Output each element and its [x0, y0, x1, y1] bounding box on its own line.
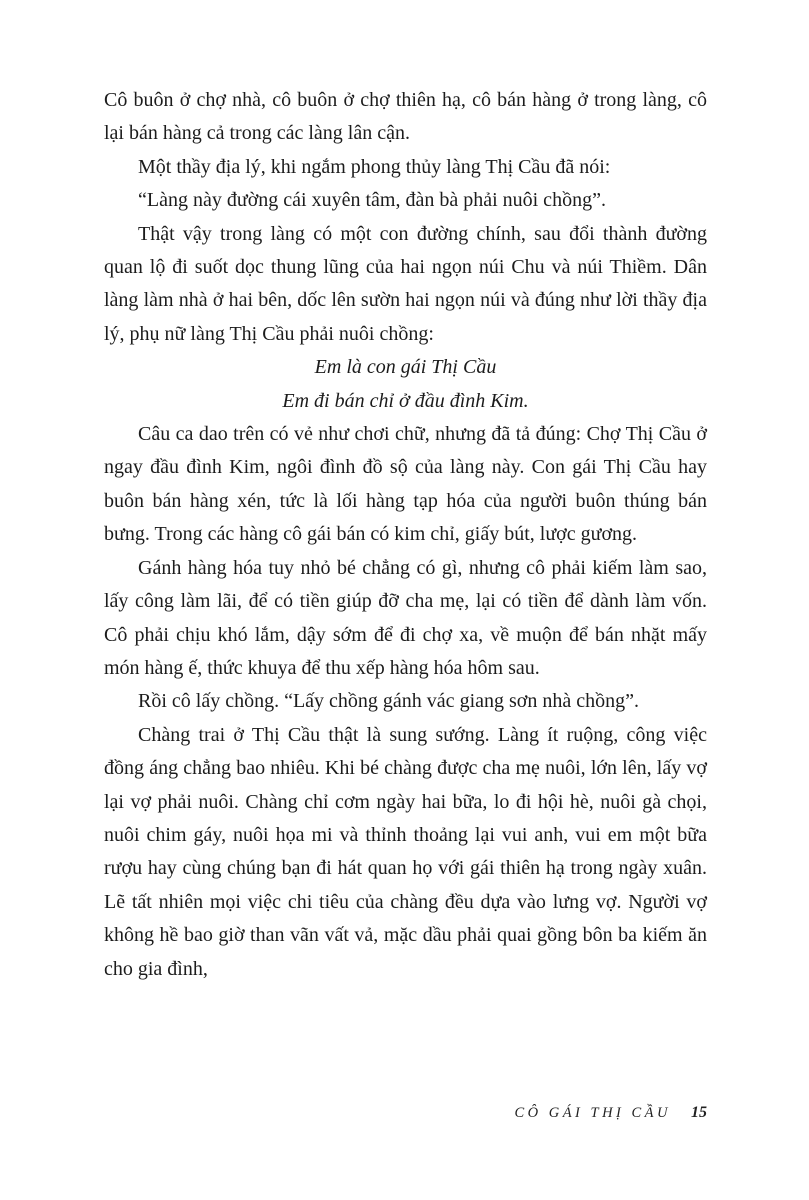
running-title: CÔ GÁI THỊ CẦU [514, 1105, 671, 1121]
paragraph: Một thầy địa lý, khi ngắm phong thủy làng Thị Cầu đã nói: [138, 155, 611, 178]
paragraph: Thật vậy trong làng có một con đường chính, sau đổi thành đường quan lộ đi suốt dọc thung lũng của hai ngọn núi Chu và núi Thiềm. Dân làng làm nhà ở hai bên, dốc lên sườn hai ngọn núi và đúng như lời thầy địa lý, phụ nữ làng Thị Cầu phải nuôi chồng: [104, 222, 707, 345]
verse-line: Em đi bán chỉ ở đầu đình Kim. [282, 389, 529, 412]
paragraph: Gánh hàng hóa tuy nhỏ bé chẳng có gì, nhưng cô phải kiếm làm sao, lấy công làm lãi, để có tiền giúp đỡ cha mẹ, lại có tiền để dành làm vốn. Cô phải chịu khó lắm, dậy sớm để đi chợ xa, về muộn để bán nhặt mấy món hàng ế, thức khuya để thu xếp hàng hóa hôm sau. [104, 556, 707, 679]
paragraph: Câu ca dao trên có vẻ như chơi chữ, nhưng đã tả đúng: Chợ Thị Cầu ở ngay đầu đình Kim, ngôi đình đồ sộ của làng này. Con gái Thị Cầu hay buôn bán hàng xén, tức là lối hàng tạp hóa của người buôn thúng bán bưng. Trong các hàng cô gái bán có kim chỉ, giấy bút, lược gương. [104, 423, 707, 546]
page-footer [514, 1104, 707, 1122]
paragraph: Rồi cô lấy chồng. “Lấy chồng gánh vác giang sơn nhà chồng”. [138, 690, 639, 713]
page-number: 15 [691, 1104, 707, 1121]
page-content [104, 84, 707, 986]
verse-line: Em là con gái Thị Cầu [314, 356, 497, 379]
paragraph: Chàng trai ở Thị Cầu thật là sung sướng. Làng ít ruộng, công việc đồng áng chẳng bao nhiêu. Khi bé chàng được cha mẹ nuôi, lớn lên, lấy vợ lại vợ phải nuôi. Chàng chỉ cơm ngày hai bữa, lo đi hội hè, nuôi gà chọi, nuôi chim gáy, nuôi họa mi và thỉnh thoảng lại vui anh, vui em một bữa rượu hay cùng chúng bạn đi hát quan họ với gái thiên hạ trong ngày xuân. Lẽ tất nhiên mọi việc chi tiêu của chàng đều dựa vào lưng vợ. Người vợ không hề bao giờ than vãn vất vả, mặc dầu phải quai gồng bôn ba kiếm ăn cho gia đình, [104, 723, 707, 980]
paragraph: Cô buôn ở chợ nhà, cô buôn ở chợ thiên hạ, cô bán hàng ở trong làng, cô lại bán hàng cả trong các làng lân cận. [104, 89, 707, 145]
paragraph: “Làng này đường cái xuyên tâm, đàn bà phải nuôi chồng”. [138, 189, 606, 212]
